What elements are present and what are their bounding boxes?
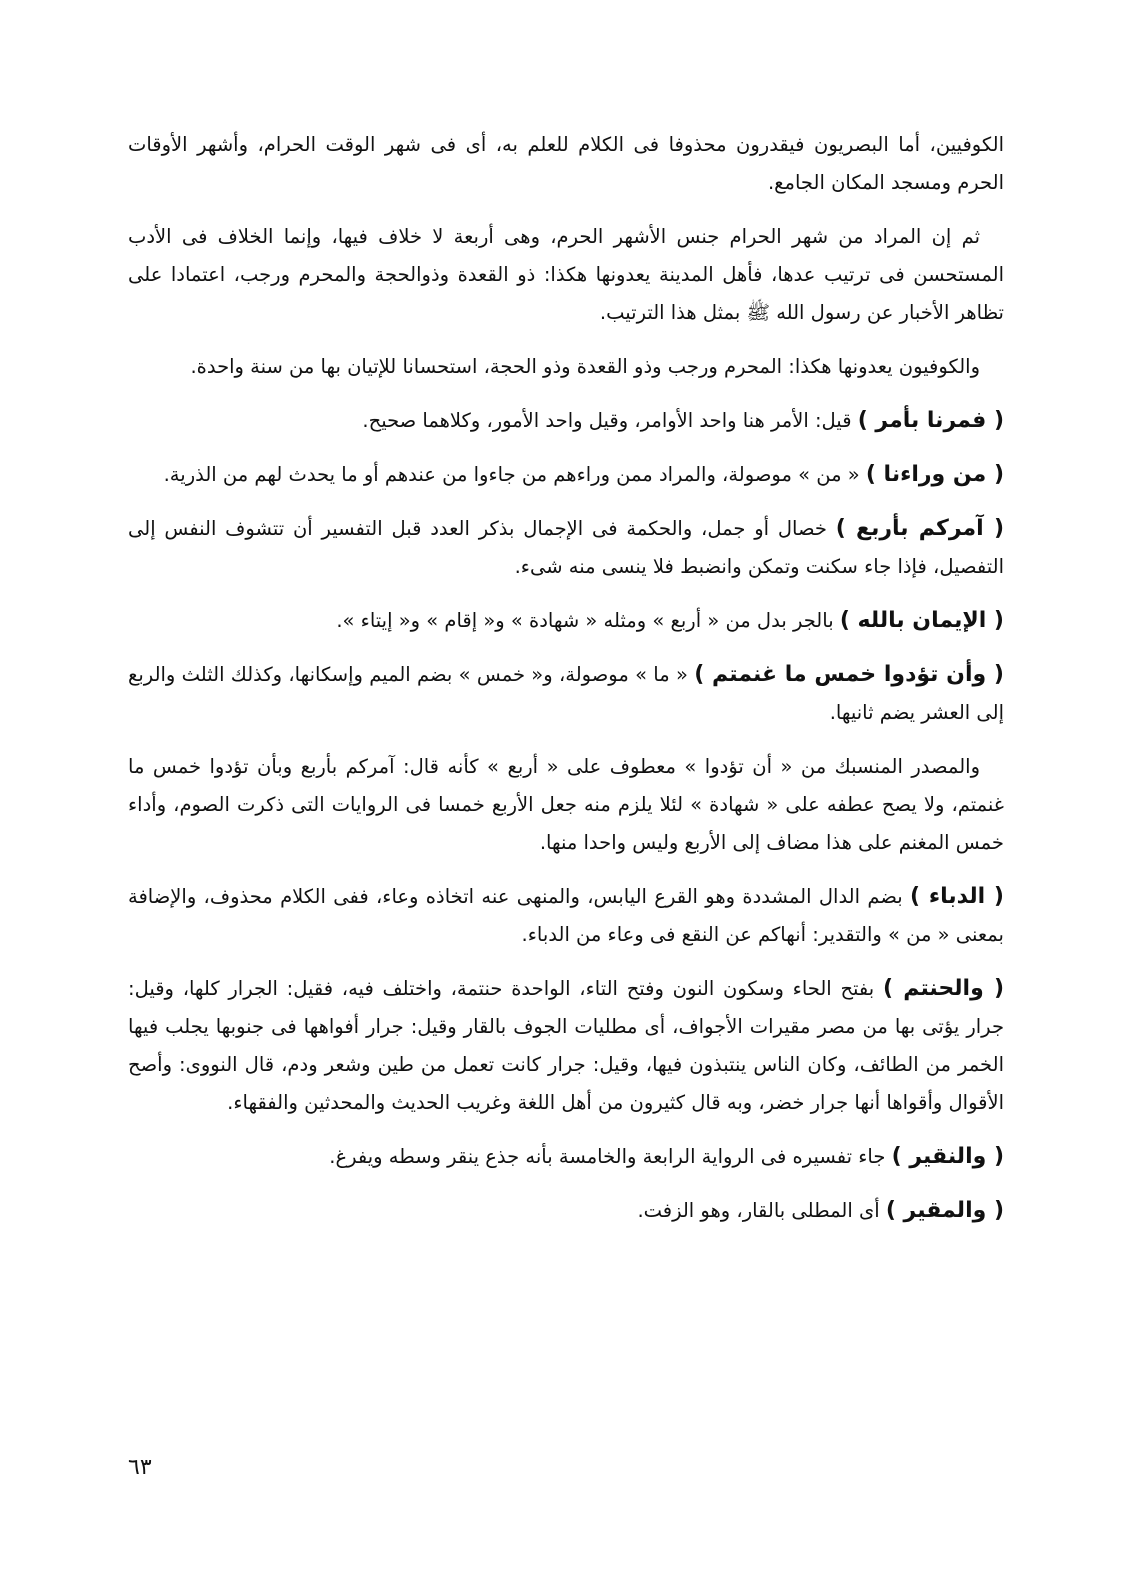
- term-heading: ( الإيمان بالله ): [839, 608, 1004, 633]
- paragraph-2: [128, 218, 1004, 332]
- paragraph-text: جاء تفسيره فى الرواية الرابعة والخامسة بأنه جذع ينقر وسطه ويفرغ.: [329, 1145, 892, 1168]
- term-heading: ( والمقير ): [885, 1198, 1004, 1223]
- paragraph-9: [128, 748, 1004, 862]
- paragraph-text: ثم إن المراد من شهر الحرام جنس الأشهر الحرم، وهى أربعة لا خلاف فيها، وإنما الخلاف فى الأدب المستحسن فى ترتيب عدها، فأهل المدينة يعدونها هكذا: ذو القعدة وذوالحجة والمحرم ورجب، اعتمادا على تظاهر الأخبار عن رسول الله ﷺ بمثل هذا الترتيب.: [128, 225, 1004, 324]
- page-body: [128, 126, 1004, 1246]
- paragraph-13: [128, 1192, 1004, 1230]
- paragraph-1: [128, 126, 1004, 202]
- paragraph-text: والمصدر المنسبك من « أن تؤدوا » معطوف على « أربع » كأنه قال: آمركم بأربع وبأن تؤدوا خمس ما غنمتم، ولا يصح عطفه على « شهادة » لئلا يلزم منه جعل الأربع خمسا فى الروايات التى ذكرت الصوم، وأداء خمس المغنم على هذا مضاف إلى الأربع وليس واحدا منها.: [128, 755, 1004, 854]
- paragraph-11: [128, 970, 1004, 1122]
- paragraph-5: [128, 456, 1004, 494]
- paragraph-text: قيل: الأمر هنا واحد الأوامر، وقيل واحد الأمور، وكلاهما صحيح.: [362, 409, 858, 432]
- term-heading: ( وأن تؤدوا خمس ما غنمتم ): [694, 662, 1004, 687]
- term-heading: ( الدباء ): [910, 884, 1004, 909]
- paragraph-text: « من » موصولة، والمراد ممن وراءهم من جاءوا من عندهم أو ما يحدث لهم من الذرية.: [163, 463, 866, 486]
- term-heading: ( والحنتم ): [882, 976, 1004, 1001]
- term-heading: ( فمرنا بأمر ): [857, 408, 1004, 433]
- paragraph-8: [128, 656, 1004, 732]
- paragraph-4: [128, 402, 1004, 440]
- paragraph-text: « ما » موصولة، و« خمس » بضم الميم وإسكانها، وكذلك الثلث والربع إلى العشر يضم ثانيها.: [128, 663, 1004, 724]
- term-heading: ( آمركم بأربع ): [835, 516, 1004, 541]
- paragraph-3: [128, 348, 1004, 386]
- paragraph-text: بالجر بدل من « أربع » ومثله « شهادة » و« إقام » و« إيتاء ».: [336, 609, 840, 632]
- paragraph-text: والكوفيون يعدونها هكذا: المحرم ورجب وذو القعدة وذو الحجة، استحسانا للإتيان بها من سنة واحدة.: [190, 355, 980, 378]
- paragraph-7: [128, 602, 1004, 640]
- paragraph-text: الكوفيين، أما البصريون فيقدرون محذوفا فى الكلام للعلم به، أى فى شهر الوقت الحرام، وأشهر الأوقات الحرم ومسجد المكان الجامع.: [128, 133, 1004, 194]
- paragraph-text: خصال أو جمل، والحكمة فى الإجمال بذكر العدد قبل التفسير أن تتشوف النفس إلى التفصيل، فإذا جاء سكنت وتمكن وانضبط فلا ينسى منه شىء.: [128, 517, 1004, 578]
- paragraph-10: [128, 878, 1004, 954]
- term-heading: ( والنقير ): [891, 1144, 1004, 1169]
- paragraph-6: [128, 510, 1004, 586]
- paragraph-text: بفتح الحاء وسكون النون وفتح التاء، الواحدة حنتمة، واختلف فيه، فقيل: الجرار كلها، وقيل: جرار يؤتى بها من مصر مقيرات الأجواف، أى مطليات الجوف بالقار وقيل: جرار أفواهها فى جنوبها يجلب فيها الخمر من الطائف، وكان الناس ينتبذون فيها، وقيل: جرار كانت تعمل من طين وشعر ودم، قال النووى: وأصح الأقوال وأقواها أنها جرار خضر، وبه قال كثيرون من أهل اللغة وغريب الحديث والمحدثين والفقهاء.: [128, 977, 1004, 1114]
- paragraph-text: بضم الدال المشددة وهو القرع اليابس، والمنهى عنه اتخاذه وعاء، ففى الكلام محذوف، والإضافة بمعنى « من » والتقدير: أنهاكم عن النقع فى وعاء من الدباء.: [128, 885, 1004, 946]
- paragraph-12: [128, 1138, 1004, 1176]
- term-heading: ( من وراءنا ): [865, 462, 1004, 487]
- page-number: ٦٣: [128, 1455, 152, 1480]
- paragraph-text: أى المطلى بالقار، وهو الزفت.: [637, 1199, 886, 1222]
